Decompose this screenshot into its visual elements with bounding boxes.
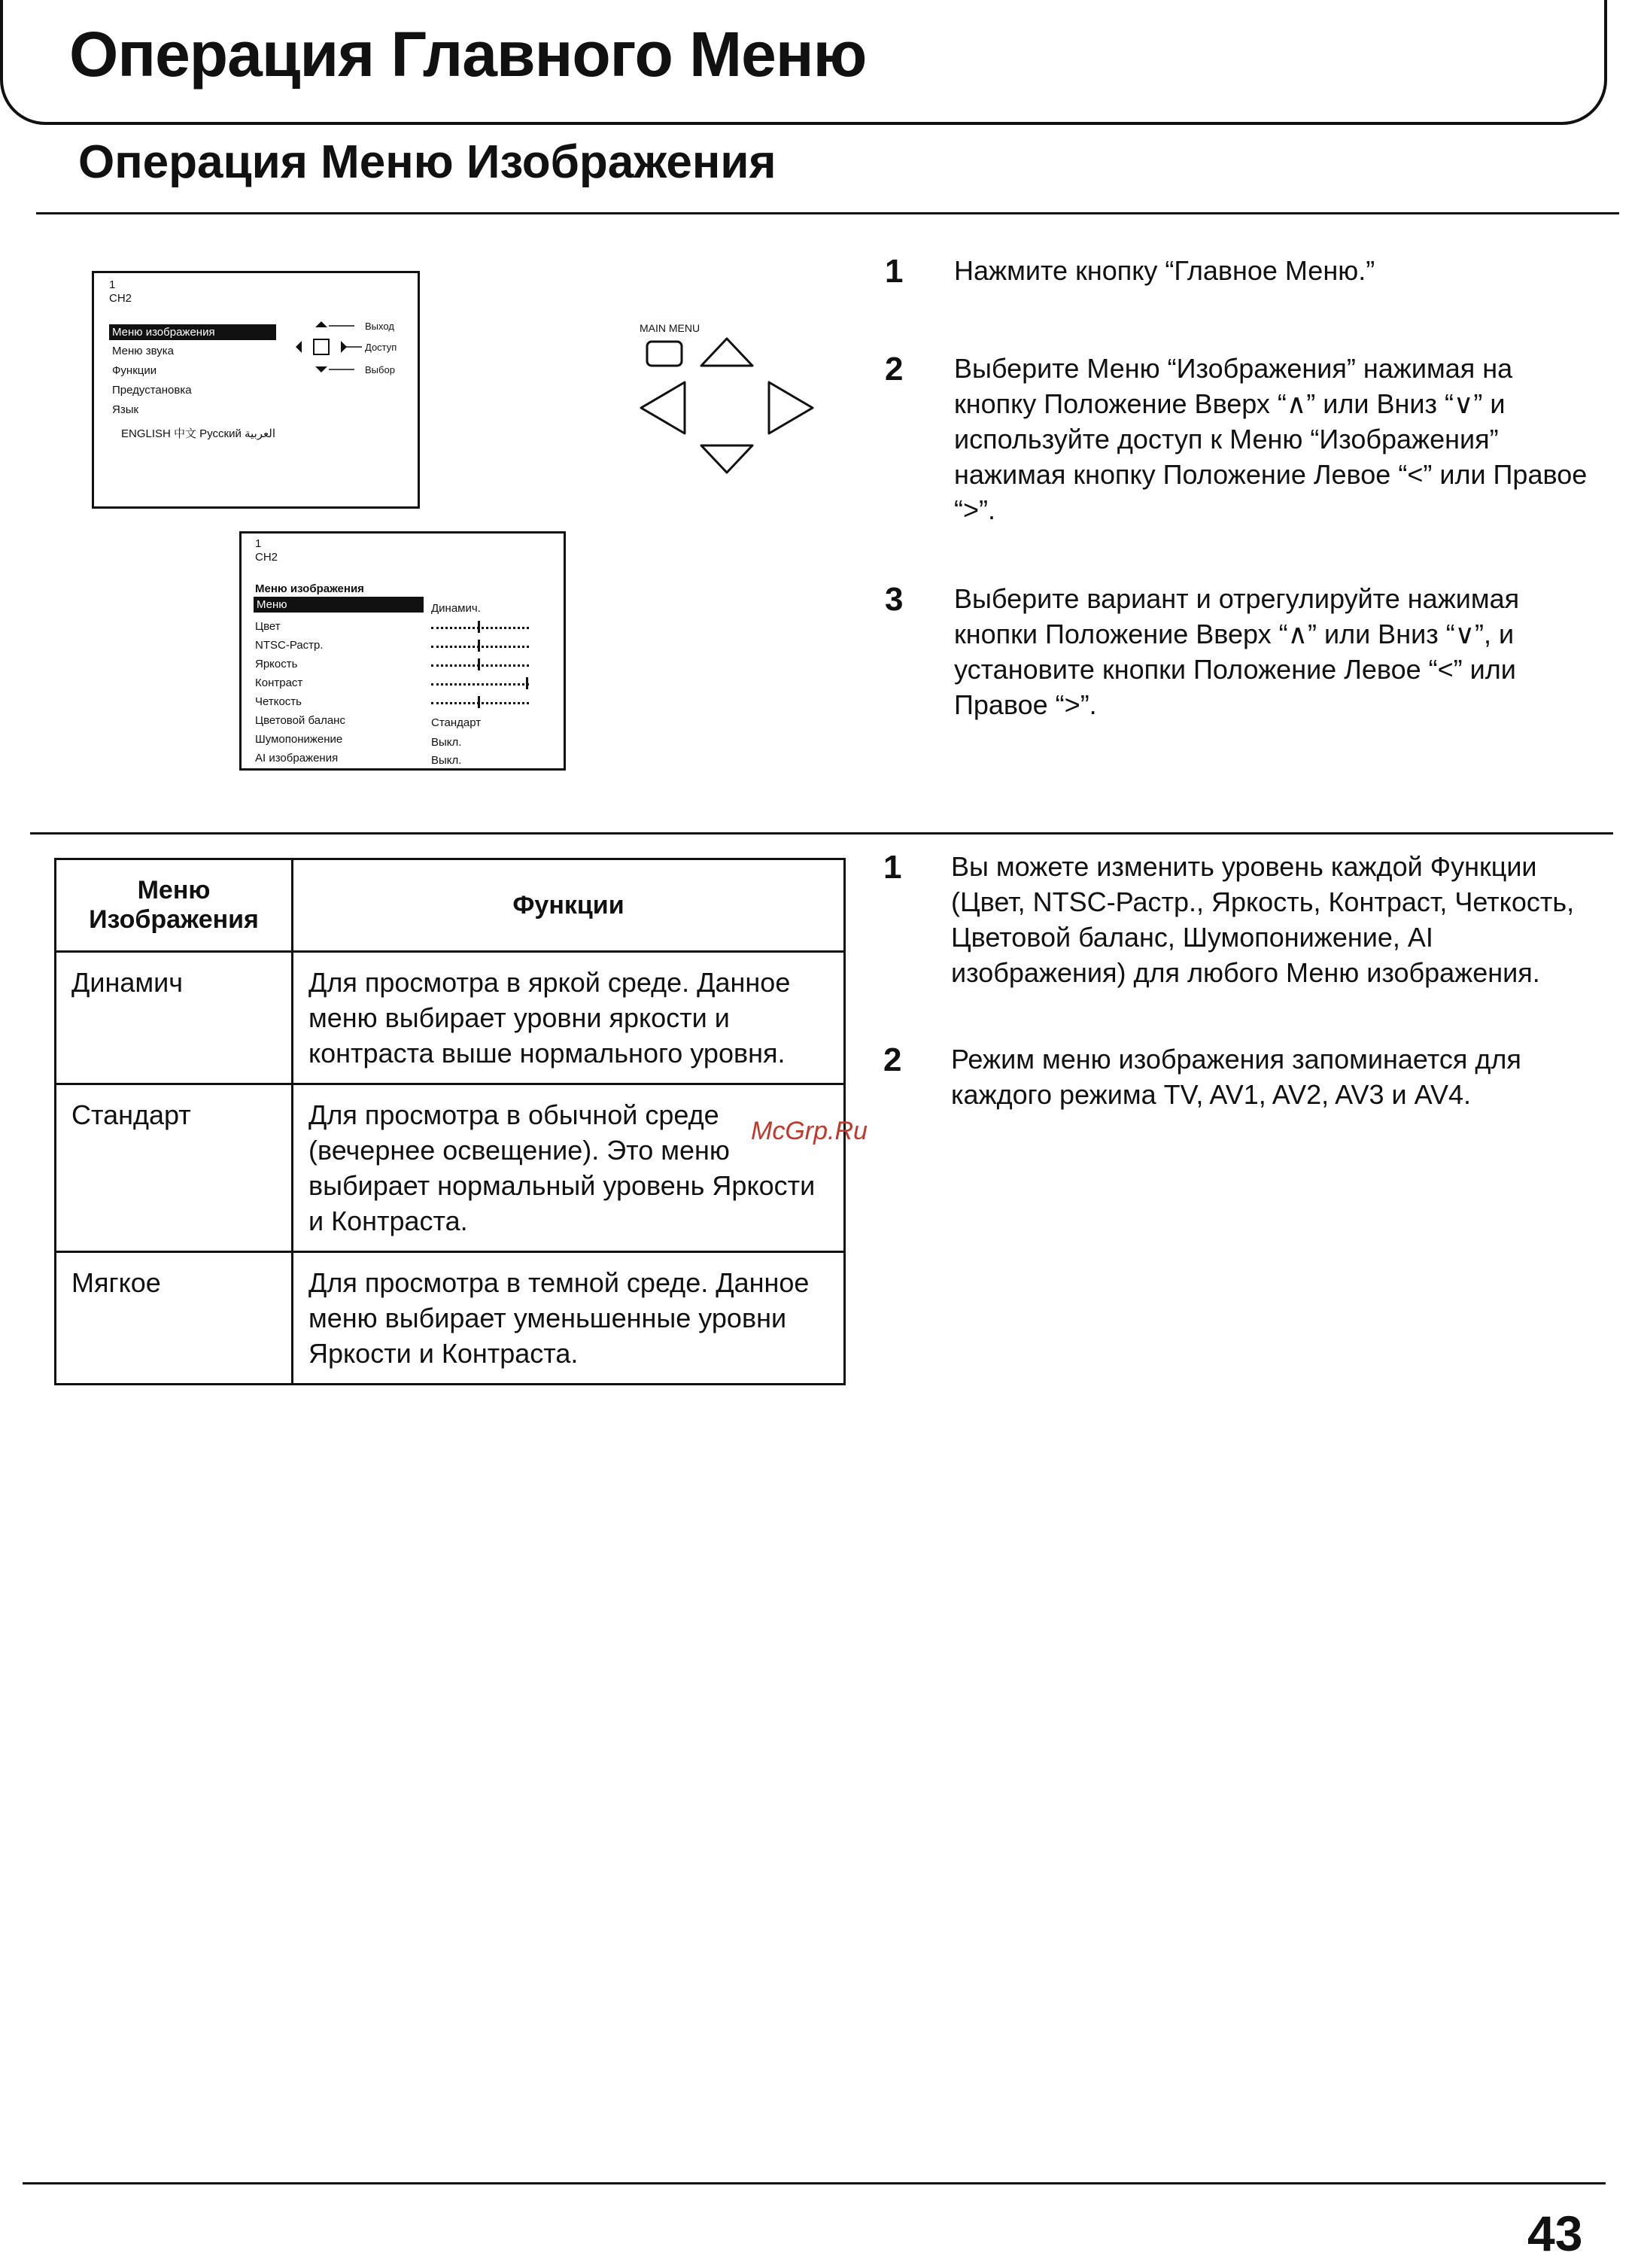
- language-options: ENGLISH 中文 Русский العربية: [121, 427, 276, 440]
- table-row: [56, 1252, 845, 1385]
- color-level-bar: [431, 627, 529, 629]
- picture-row-noise-reduction: Шумопонижение: [255, 733, 343, 746]
- brightness-level-marker: [478, 658, 480, 670]
- contrast-level-marker: [526, 677, 528, 689]
- table-row: [56, 952, 845, 1084]
- color-level-marker: [478, 621, 480, 633]
- header-function: Функции: [293, 859, 845, 952]
- step-number: 2: [885, 351, 904, 388]
- main-menu-key-label: MAIN MENU: [640, 322, 700, 334]
- picture-row-brightness: Яркость: [255, 658, 298, 670]
- picture-row-ai: AI изображения: [255, 752, 339, 765]
- nav-exit-label: Выход: [365, 321, 394, 332]
- footer-divider: [23, 2182, 1606, 2184]
- ai-value: Выкл.: [431, 754, 462, 767]
- ntsc-level-marker: [478, 640, 480, 652]
- note-text: Режим меню изображения запоминается для каждого режима TV, AV1, AV2, AV3 и AV4.: [951, 1044, 1521, 1110]
- header-mode: Меню Изображения: [56, 859, 293, 952]
- note-text: Вы можете изменить уровень каждой Функции (Цвет, NTSC-Растр., Яркость, Контраст, Четкость, Цветовой баланс, Шумопонижение, AI изображения) для любого Меню изображения.: [951, 851, 1575, 988]
- section-title: Операция Меню Изображения: [78, 136, 776, 188]
- picture-row-sharpness: Четкость: [255, 695, 302, 708]
- watermark: McGrp.Ru: [751, 1117, 868, 1145]
- menu-item-picture: Меню изображения: [109, 324, 276, 340]
- picture-row-mode: Меню: [254, 597, 424, 613]
- noise-reduction-value: Выкл.: [431, 736, 462, 749]
- picture-menu-heading: Меню изображения: [255, 582, 364, 595]
- table-row: [56, 1084, 845, 1252]
- picture-row-color-balance: Цветовой баланс: [255, 714, 345, 727]
- menu-item-language: Язык: [112, 403, 139, 416]
- step-text: Выберите вариант и отрегулируйте нажимая кнопки Положение Вверх “∧” или Вниз “∨”, и установите кнопки Положение Левое “<” или Правое “>”.: [954, 583, 1520, 720]
- sharpness-level-bar: [431, 702, 529, 704]
- nav-cross-icon: [294, 320, 419, 391]
- mode-cell: Динамич: [56, 952, 293, 1084]
- channel-number: 1: [255, 537, 262, 550]
- osd-picture-menu-screen: [239, 531, 566, 771]
- step-text: Нажмите кнопку “Главное Меню.”: [954, 255, 1375, 286]
- picture-row-color: Цвет: [255, 620, 281, 633]
- ntsc-level-bar: [431, 646, 529, 648]
- step-number: 3: [885, 581, 904, 618]
- note-number: 2: [883, 1041, 902, 1078]
- contrast-level-bar: [431, 683, 529, 686]
- mode-cell: Мягкое: [56, 1252, 293, 1385]
- down-arrow-key-icon: [701, 445, 752, 473]
- picture-mode-value: Динамич.: [431, 602, 481, 615]
- main-menu-key-icon: [647, 342, 682, 366]
- nav-access-label: Доступ: [365, 342, 397, 353]
- menu-item-functions: Функции: [112, 364, 157, 377]
- picture-row-ntsc: NTSC-Растр.: [255, 639, 324, 652]
- channel-number: 1: [109, 278, 116, 291]
- remote-keys-diagram: [637, 336, 817, 483]
- section-divider: [36, 212, 1619, 214]
- menu-item-sound: Меню звука: [112, 345, 174, 357]
- picture-modes-table: [54, 858, 846, 1385]
- channel-label: CH2: [255, 551, 278, 564]
- color-balance-value: Стандарт: [431, 716, 482, 729]
- step-number: 1: [885, 253, 904, 290]
- description-cell: Для просмотра в обычной среде (вечернее освещение). Это меню выбирает нормальный уровень Яркости и Контраста.: [293, 1084, 845, 1252]
- left-arrow-key-icon: [641, 382, 685, 433]
- nav-select-label: Выбор: [365, 364, 395, 375]
- table-header-row: [56, 859, 845, 952]
- up-arrow-key-icon: [701, 339, 752, 366]
- mode-cell: Стандарт: [56, 1084, 293, 1252]
- page-number: 43: [1527, 2206, 1583, 2261]
- menu-item-preset: Предустановка: [112, 384, 192, 397]
- osd-main-menu-screen: [92, 271, 420, 509]
- step-text: Выберите Меню “Изображения” нажимая на кнопку Положение Вверх “∧” или Вниз “∨” и используйте доступ к Меню “Изображения” нажимая кнопку Положение Левое “<” или Правое “>”.: [954, 353, 1588, 525]
- section-divider: [30, 832, 1613, 835]
- picture-row-contrast: Контраст: [255, 676, 303, 689]
- description-cell: Для просмотра в яркой среде. Данное меню выбирает уровни яркости и контраста выше нормального уровня.: [293, 952, 845, 1084]
- right-arrow-key-icon: [769, 382, 813, 433]
- brightness-level-bar: [431, 664, 529, 667]
- channel-label: CH2: [109, 292, 132, 305]
- sharpness-level-marker: [478, 696, 480, 708]
- description-cell: Для просмотра в темной среде. Данное меню выбирает уменьшенные уровни Яркости и Контраста.: [293, 1252, 845, 1385]
- page-title: Операция Главного Меню: [69, 19, 867, 90]
- note-number: 1: [883, 849, 902, 886]
